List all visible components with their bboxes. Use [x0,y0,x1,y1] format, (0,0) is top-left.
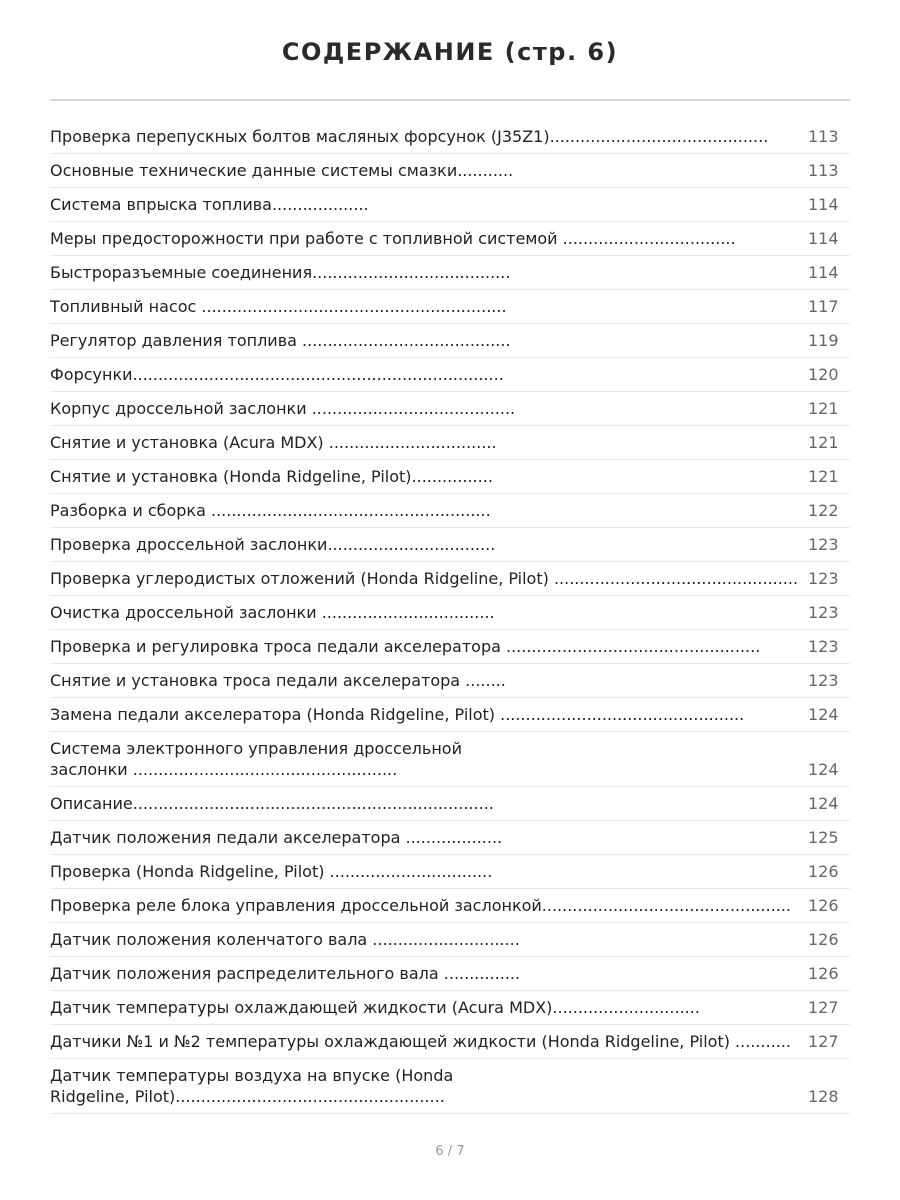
toc-entry-title: Описание....................................................................... [50,794,494,813]
toc-entry-page: 122 [808,501,839,520]
toc-entry[interactable] [50,324,850,358]
toc-entry-page: 125 [808,828,839,847]
toc-entry-page: 114 [808,229,839,248]
toc-entry-title: Быстроразъемные соединения....................................... [50,263,511,282]
toc-entry-title: Проверка дроссельной заслонки................................. [50,535,496,554]
toc-entry-page: 123 [808,535,839,554]
toc-entry-title: Меры предосторожности при работе с топливной системой .................................. [50,229,736,248]
toc-entry[interactable] [50,256,850,290]
toc-entry-page: 127 [808,1032,839,1051]
toc-entry-page: 126 [808,930,839,949]
toc-entry-title: Система электронного управления дроссельной заслонки .................................................... [50,739,462,779]
toc-entry-title: Датчик положения коленчатого вала ............................. [50,930,520,949]
toc-entry-page: 114 [808,263,839,282]
toc-entry-page: 123 [808,637,839,656]
toc-entry-title: Очистка дроссельной заслонки .................................. [50,603,495,622]
toc-entry-page: 126 [808,862,839,881]
toc-entry-title: Датчик положения распределительного вала ............... [50,964,521,983]
toc-entry-title: Топливный насос ............................................................ [50,297,507,316]
toc-entry-title: Система впрыска топлива................... [50,195,369,214]
toc-entry[interactable] [50,596,850,630]
toc-entry[interactable] [50,494,850,528]
toc-entry[interactable] [50,1025,850,1059]
toc-entry[interactable] [50,855,850,889]
toc-entry-page: 114 [808,195,839,214]
toc-entry-page: 123 [808,671,839,690]
toc-entry[interactable] [50,154,850,188]
toc-entry-title: Снятие и установка (Acura MDX) ................................. [50,433,497,452]
toc-entry-page: 121 [808,433,839,452]
page-title: СОДЕРЖАНИЕ (стр. 6) [281,38,619,66]
toc-entry-page: 128 [808,1087,839,1106]
title-divider [50,99,850,101]
toc-entry[interactable] [50,460,850,494]
toc-entry[interactable] [50,358,850,392]
toc-entry[interactable] [50,188,850,222]
toc-entry-title: Замена педали акселератора (Honda Ridgeline, Pilot) ................................................ [50,705,745,724]
toc-entry-page: 121 [808,399,839,418]
toc-entry-page: 121 [808,467,839,486]
toc-entry-title: Проверка и регулировка троса педали акселератора .................................................. [50,637,761,656]
toc-entry-page: 113 [808,127,839,146]
toc-entry[interactable] [50,957,850,991]
toc-entry[interactable] [50,1059,850,1114]
toc-entry[interactable] [50,923,850,957]
toc-entry[interactable] [50,528,850,562]
toc-entry-title: Проверка реле блока управления дроссельной заслонкой................................................. [50,896,791,915]
toc-entry-page: 124 [808,794,839,813]
toc-entry[interactable] [50,821,850,855]
toc-entry[interactable] [50,120,850,154]
toc-entry[interactable] [50,392,850,426]
table-of-contents [50,120,850,1114]
toc-entry[interactable] [50,698,850,732]
toc-entry-page: 124 [808,705,839,724]
toc-entry-page: 123 [808,569,839,588]
toc-entry[interactable] [50,630,850,664]
toc-entry-title: Проверка углеродистых отложений (Honda Ridgeline, Pilot) ................................................ [50,569,798,588]
toc-entry-title: Датчик температуры охлаждающей жидкости (Acura MDX)............................. [50,998,700,1017]
toc-entry-title: Датчик положения педали акселератора ................... [50,828,503,847]
toc-entry-title: Снятие и установка троса педали акселератора ........ [50,671,506,690]
toc-entry[interactable] [50,222,850,256]
toc-entry-page: 126 [808,896,839,915]
toc-entry-page: 120 [808,365,839,384]
toc-entry-title: Разборка и сборка ....................................................... [50,501,491,520]
toc-entry-title: Корпус дроссельной заслонки ........................................ [50,399,516,418]
toc-entry-page: 123 [808,603,839,622]
toc-entry-title: Проверка перепускных болтов масляных форсунок (J35Z1)........................................... [50,127,769,146]
toc-entry[interactable] [50,732,850,787]
toc-entry[interactable] [50,562,850,596]
toc-entry-title: Снятие и установка (Honda Ridgeline, Pilot)................ [50,467,493,486]
toc-entry[interactable] [50,889,850,923]
toc-entry-page: 117 [808,297,839,316]
page-indicator: 6 / 7 [435,1144,465,1159]
toc-entry[interactable] [50,290,850,324]
toc-entry-page: 127 [808,998,839,1017]
toc-entry-title: Датчик температуры воздуха на впуске (Honda Ridgeline, Pilot)..................................................... [50,1066,454,1106]
toc-entry[interactable] [50,664,850,698]
toc-entry[interactable] [50,787,850,821]
toc-entry[interactable] [50,991,850,1025]
toc-entry-title: Проверка (Honda Ridgeline, Pilot) ................................ [50,862,493,881]
toc-entry-page: 126 [808,964,839,983]
toc-entry-title: Регулятор давления топлива ......................................... [50,331,511,350]
toc-entry-page: 113 [808,161,839,180]
toc-entry-title: Основные технические данные системы смазки........... [50,161,514,180]
toc-entry-title: Датчики №1 и №2 температуры охлаждающей жидкости (Honda Ridgeline, Pilot) ........... [50,1032,791,1051]
toc-entry-title: Форсунки......................................................................... [50,365,504,384]
toc-entry[interactable] [50,426,850,460]
toc-entry-page: 119 [808,331,839,350]
toc-entry-page: 124 [808,760,839,779]
